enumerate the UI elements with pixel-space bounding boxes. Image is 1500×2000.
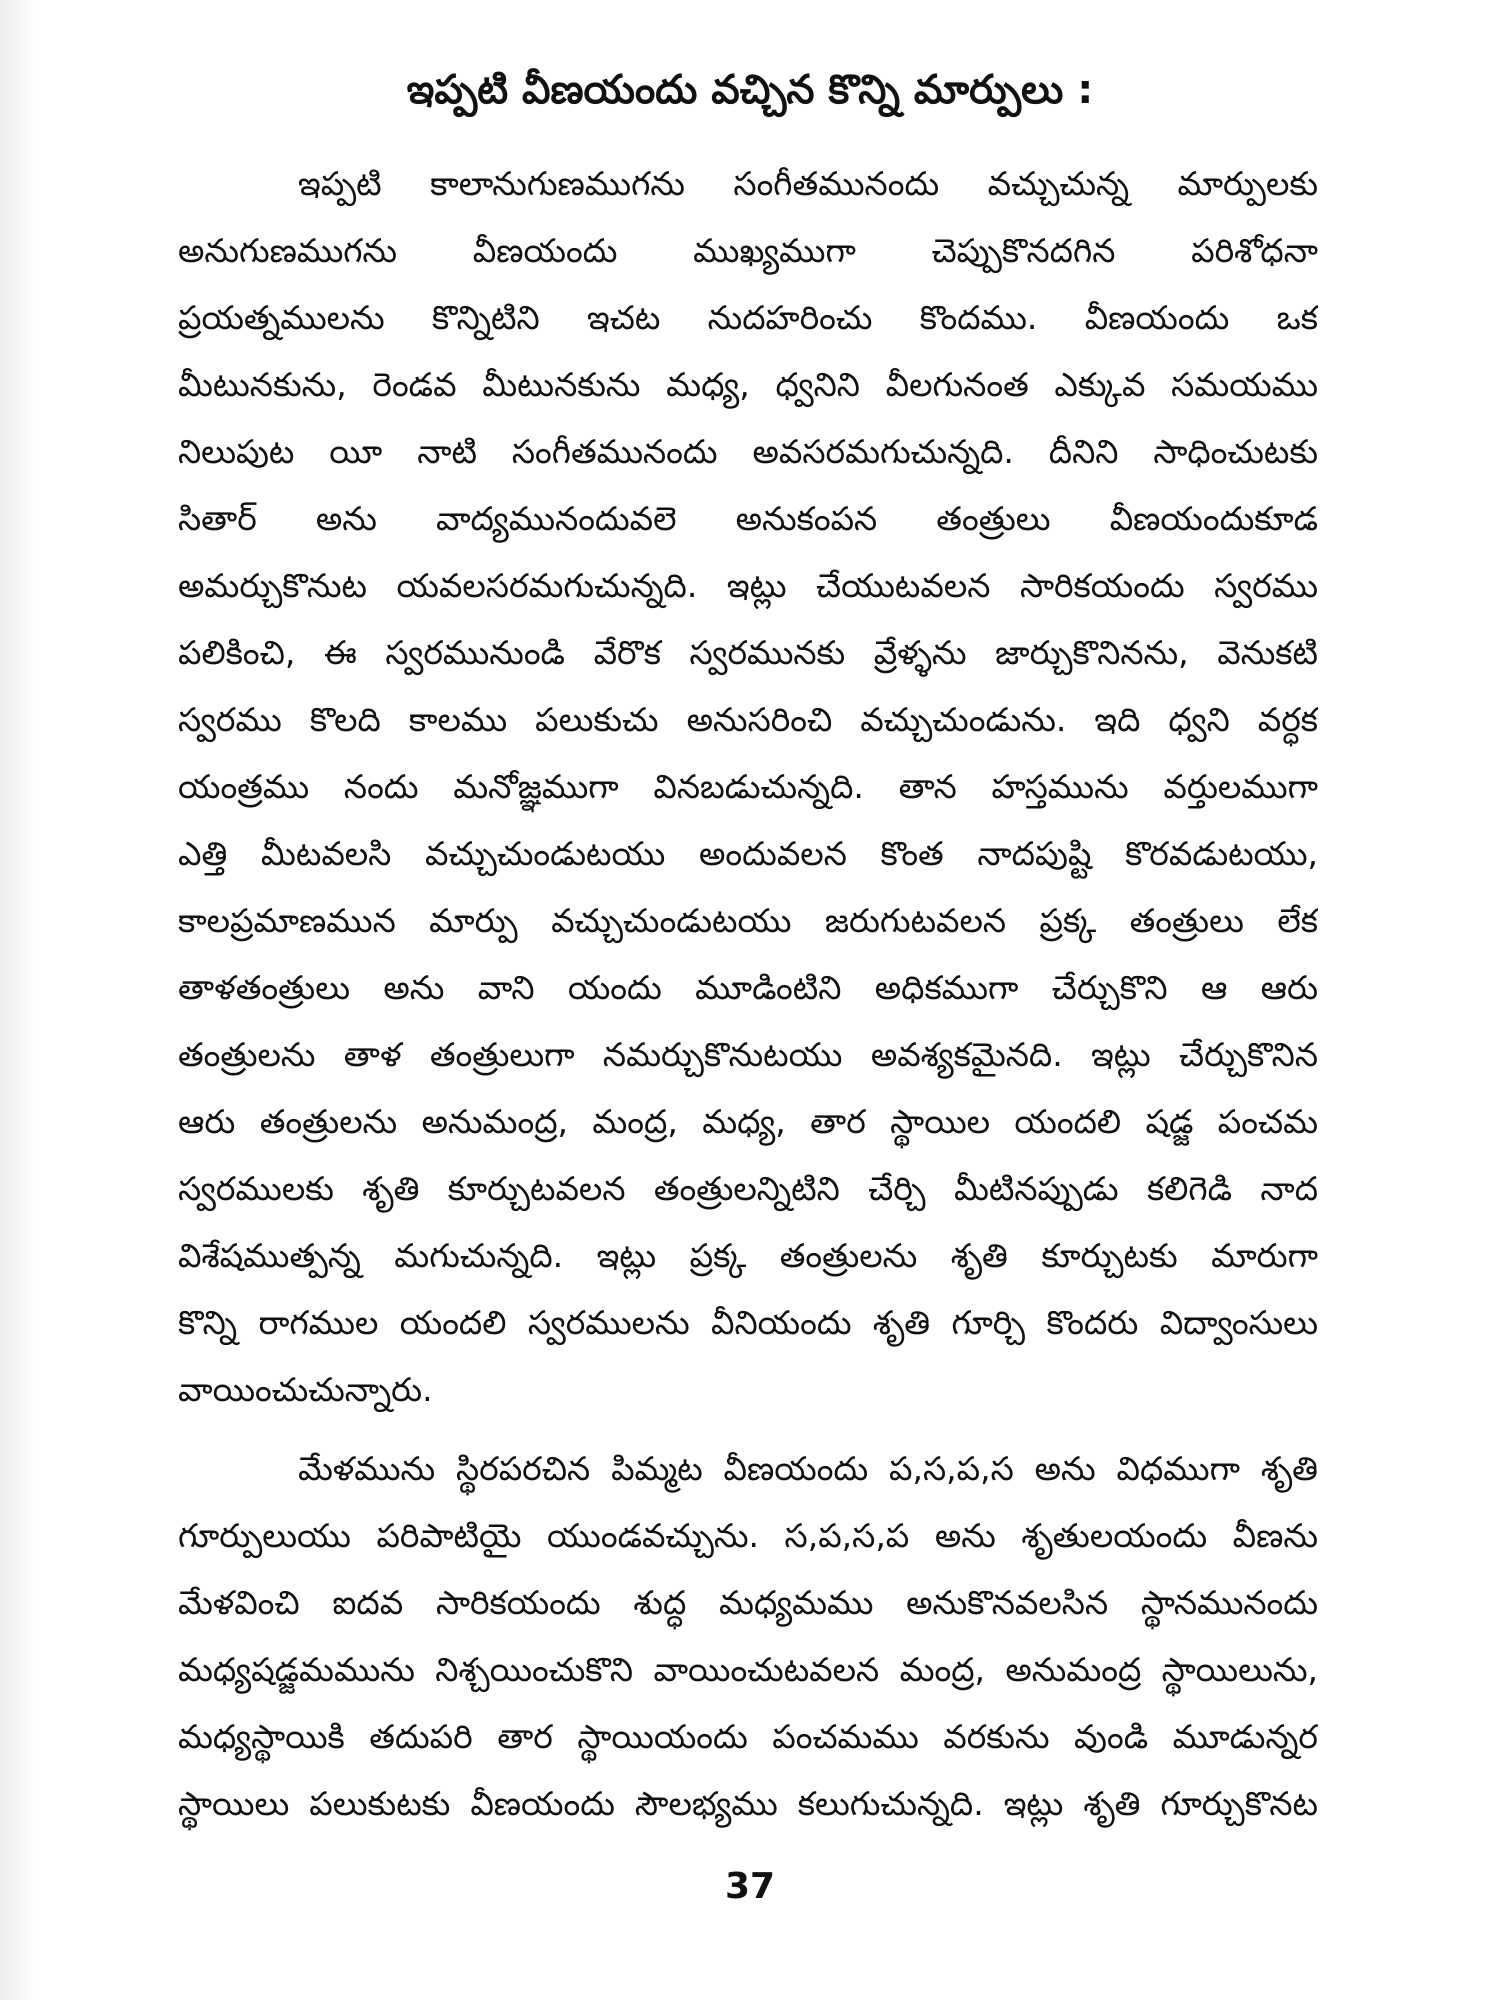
paragraph-2-line: మేళవించి ఐదవ సారికయందు శుద్ధ మధ్యమము అనుకొనవలసిన స్థానమునందు bbox=[178, 1583, 1318, 1622]
paragraph-2-line: మధ్యస్థాయికి తదుపరి తార స్థాయియందు పంచమము వరకును వుండి మూడున్నర bbox=[178, 1717, 1318, 1756]
page-edge-shadow bbox=[0, 0, 36, 2000]
paragraph-1-line: నిలుపుట యీ నాటి సంగీతమునందు అవసరమగుచున్నది. దీనిని సాధించుటకు bbox=[178, 432, 1318, 471]
paragraph-1-line: తాళతంత్రులు అను వాని యందు మూడింటిని అధికముగా చేర్చుకొని ఆ ఆరు bbox=[178, 968, 1318, 1007]
paragraph-1-line: ఇప్పటి కాలానుగుణముగను సంగీతమునందు వచ్చుచున్న మార్పులకు bbox=[298, 164, 1318, 203]
paragraph-2-line: మేళమును స్థిరపరచిన పిమ్మట వీణయందు ప,స,ప,స అను విధముగా శృతి bbox=[298, 1449, 1318, 1488]
paragraph-1 bbox=[178, 150, 1318, 1423]
paragraph-1-line: ఎత్తి మీటవలసి వచ్చుచుండుటయు అందువలన కొంత నాదపుష్టి కొరవడుటయు, bbox=[178, 834, 1318, 873]
paragraph-1-line: స్వరము కొలది కాలము పలుకుచు అనుసరించి వచ్చుచుండును. ఇది ధ్వని వర్ధక bbox=[178, 700, 1318, 739]
paragraph-1-line: సితార్ అను వాద్యమునందువలె అనుకంపన తంత్రులు వీణయందుకూడ bbox=[178, 499, 1318, 538]
paragraph-1-line: యంత్రము నందు మనోజ్ఞముగా వినబడుచున్నది. తాన హస్తమును వర్తులముగా bbox=[178, 767, 1318, 806]
section-heading: ఇప్పటి వీణయందు వచ్చిన కొన్ని మార్పులు : bbox=[406, 67, 1094, 113]
paragraph-1-line: కాలప్రమాణమున మార్పు వచ్చుచుండుటయు జరుగుటవలన ప్రక్క తంత్రులు లేక bbox=[178, 901, 1318, 940]
page-number: 37 bbox=[724, 1866, 776, 1907]
paragraph-1-line: వాయించుచున్నారు. bbox=[178, 1370, 433, 1409]
paragraph-1-line: అమర్చుకొనుట యవలసరమగుచున్నది. ఇట్లు చేయుటవలన సారికయందు స్వరము bbox=[178, 566, 1318, 605]
paragraph-1-line: విశేషముత్పన్న మగుచున్నది. ఇట్లు ప్రక్క తంత్రులను శృతి కూర్చుటకు మారుగా bbox=[178, 1236, 1318, 1275]
paragraph-1-line: పలికించి, ఈ స్వరమునుండి వేరొక స్వరమునకు వ్రేళ్ళను జార్చుకొనినను, వెనుకటి bbox=[178, 633, 1318, 672]
paragraph-1-line: ప్రయత్నములను కొన్నిటిని ఇచట నుదహరించు కొందము. వీణయందు ఒక bbox=[178, 298, 1318, 337]
paragraph-2-line: మధ్యషడ్జమమును నిశ్చయించుకొని వాయించుటవలన మంద్ర, అనుమంద్ర స్థాయిలును, bbox=[178, 1650, 1318, 1689]
paragraph-1-line: కొన్ని రాగముల యందలి స్వరములను వీనియందు శృతి గూర్చి కొందరు విద్వాంసులు bbox=[178, 1303, 1318, 1342]
paragraph-2 bbox=[178, 1435, 1318, 1837]
paragraph-2-line: స్థాయిలు పలుకుటకు వీణయందు సౌలభ్యము కలుగుచున్నది. ఇట్లు శృతి గూర్చుకొనట bbox=[178, 1784, 1318, 1823]
paragraph-1-line: తంత్రులను తాళ తంత్రులుగా నమర్చుకొనుటయు అవశ్యకమైనది. ఇట్లు చేర్చుకొనిన bbox=[178, 1035, 1318, 1074]
paragraph-1-line: మీటునకును, రెండవ మీటునకును మధ్య, ధ్వనిని వీలగునంత ఎక్కువ సమయము bbox=[178, 365, 1318, 404]
paragraph-1-line: అనుగుణముగను వీణయందు ముఖ్యముగా చెప్పుకొనదగిన పరిశోధనా bbox=[178, 231, 1318, 270]
paragraph-1-line: స్వరములకు శృతి కూర్చుటవలన తంత్రులన్నిటిని చేర్చి మీటినప్పుడు కలిగెడి నాద bbox=[178, 1169, 1318, 1208]
paragraph-1-line: ఆరు తంత్రులను అనుమంద్ర, మంద్ర, మధ్య, తార స్థాయిల యందలి షడ్జ పంచమ bbox=[178, 1102, 1318, 1141]
paragraph-2-line: గూర్పులుయు పరిపాటియై యుండవచ్చును. స,ప,స,ప అను శృతులయందు వీణను bbox=[178, 1516, 1318, 1555]
